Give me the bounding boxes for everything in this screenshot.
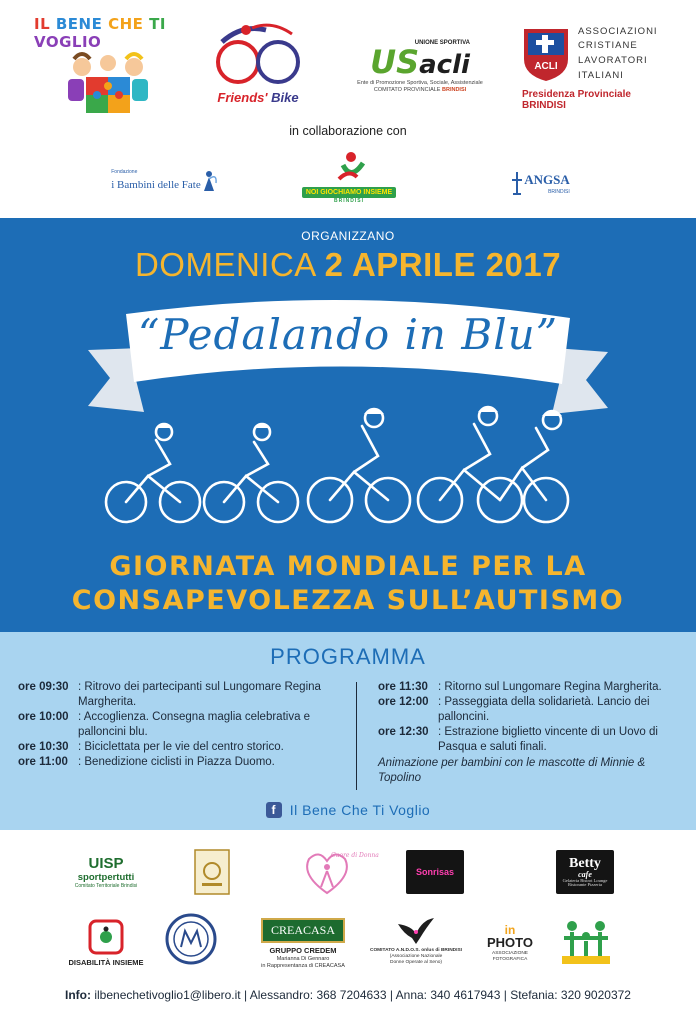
betty-cafe-logo: [556, 850, 614, 894]
program-item: [18, 740, 344, 755]
bene-word-5: VOGLIO: [34, 33, 102, 51]
cuore-di-donna-icon: [297, 847, 379, 897]
giocare-band-text: NOI GIOCHIAMO INSIEME: [302, 187, 396, 198]
program-time: ore 12:00: [378, 696, 429, 708]
acli-line-4: ITALIANI: [578, 69, 624, 81]
bike-word: Bike: [271, 89, 299, 105]
acli-row: [522, 25, 658, 84]
us-mark-us: US: [370, 43, 420, 82]
inphoto-mark: [487, 924, 533, 949]
program-time: ore 10:30: [18, 741, 69, 753]
inphoto-logo: [480, 916, 540, 970]
slogan-line-1: GIORNATA MONDIALE PER LA: [109, 551, 587, 582]
bicycle-wheels-icon: [212, 20, 304, 88]
disabilita-insieme-text: DISABILITÀ INSIEME: [68, 957, 144, 967]
noi-giochiamo-insieme-logo: [304, 142, 394, 212]
event-slogan: [0, 550, 696, 618]
title-ribbon: [88, 288, 608, 418]
friends-word: Friends': [217, 89, 268, 105]
uisp-logo: [64, 850, 148, 894]
program-text: : Benedizione ciclisti in Piazza Duomo.: [78, 756, 275, 768]
creacasa-logo: [250, 914, 356, 974]
cuore-di-donna-logo: [296, 846, 379, 898]
rotary-plaque-logo: [192, 848, 232, 896]
angsa-text-block: [524, 171, 570, 195]
contact-label: Info:: [65, 988, 92, 1002]
event-title: “Pedalando in Blu”: [137, 310, 559, 359]
program-text: : Ritrovo dei partecipanti sul Lungomare Regina Margherita.: [78, 681, 321, 708]
betty-tiny-text: Gelateria Bistrot Lounge Ristorante Pizzeria: [562, 877, 608, 887]
andos-text-3: Donne Operate al Seno): [390, 959, 442, 965]
us-mark-acli: acli: [419, 50, 470, 81]
acli-line-3: LAVORATORI: [578, 55, 648, 66]
program-item: [378, 725, 678, 755]
inphoto-photo: PHOTO: [487, 934, 533, 950]
association-round-logo: [164, 912, 218, 966]
giocare-sub-text: BRINDISI: [334, 197, 364, 204]
friends-bike-logo: [208, 14, 308, 110]
fate-text: i Bambini delle Fate: [111, 179, 201, 191]
betty-cafe-text: cafe: [578, 869, 592, 879]
program-item: [378, 695, 678, 725]
program-item: [18, 710, 344, 740]
sonrisas-text: Sonrisas: [415, 867, 455, 877]
fate-small-text: Fondazione: [111, 169, 138, 175]
us-acli-logo: [352, 22, 488, 112]
andos-text-1: COMITATO A.N.D.O.S. onlus di BRINDISI: [369, 948, 463, 954]
uisp-tiny: Comitato Territoriale Brindisi: [74, 883, 138, 889]
partner-logos: [0, 140, 696, 216]
acli-pres-label: Presidenza Provinciale: [522, 89, 631, 101]
program-time: ore 11:30: [378, 681, 428, 693]
us-acli-subtitle: [357, 80, 483, 93]
family-charity-logo: [556, 914, 616, 970]
slogan-line-2: CONSAPEVOLEZZA SULL’AUTISMO: [71, 585, 625, 616]
andos-logo: [366, 910, 466, 972]
cuore-di-donna-text: Cuore di Donna: [331, 852, 379, 859]
betty-text: Betty: [569, 855, 601, 871]
us-acli-sub-3: BRINDISI: [442, 87, 467, 93]
program-time: ore 09:30: [18, 681, 69, 693]
event-date: [0, 246, 696, 284]
bene-logo-text: [34, 15, 182, 51]
cyclists-illustration: [96, 406, 596, 526]
puzzle-children-icon: [60, 51, 156, 117]
angsa-figure-icon: [510, 170, 524, 196]
program-item: [18, 755, 344, 770]
swallow-icon: [396, 916, 436, 946]
program-text: : Ritorno sul Lungomare Regina Margherita.: [438, 681, 662, 693]
acli-logo: [522, 24, 672, 112]
program-note: Animazione per bambini con le mascotte di Minnie & Topolino: [378, 757, 646, 784]
creacasa-tiny: [261, 956, 345, 969]
association-seal-icon: [165, 913, 217, 965]
creacasa-tiny-2: in Rappresentanza di CREACASA: [261, 963, 345, 969]
program-left-column: [18, 680, 344, 770]
bene-word-4: TI: [149, 15, 166, 33]
program-title: PROGRAMMA: [270, 644, 426, 669]
inphoto-in: in: [504, 922, 516, 937]
sonrisas-logo: [406, 850, 464, 894]
acli-line-1: ASSOCIAZIONI: [578, 25, 658, 37]
giocare-figure-icon: [329, 151, 369, 183]
event-date-value: 2 APRILE 2017: [324, 246, 562, 283]
sponsor-logos: [0, 830, 696, 980]
program-right-column: [378, 680, 678, 786]
program-text: : Accoglienza. Consegna maglia celebrativa e palloncini blu.: [78, 711, 311, 738]
program-text: : Estrazione biglietto vincente di un Uovo di Pasqua e saluti finali.: [438, 726, 658, 753]
andos-text-2: (Associazione Nazionale: [389, 954, 443, 960]
disabilita-insieme-logo: [66, 916, 146, 970]
inphoto-tiny: ASSOCIAZIONE FOTOGRAFICA: [492, 950, 528, 962]
us-acli-sub-2: COMITATO PROVINCIALE: [373, 87, 441, 93]
acli-name-lines: [578, 25, 658, 84]
acli-line-2: CRISTIANE: [578, 40, 638, 52]
fate-text-block: [111, 169, 201, 193]
top-logos: [0, 0, 696, 122]
angsa-sub-text: BRINDISI: [548, 189, 570, 195]
uisp-sub: sportpertutti: [77, 872, 135, 883]
hero-section: [0, 218, 696, 632]
program-time: ore 10:00: [18, 711, 69, 723]
acli-shield-icon: [522, 25, 570, 83]
family-figures-icon: [558, 916, 614, 968]
program-text: : Biciclettata per le vie del centro storico.: [78, 741, 284, 753]
acli-presidenza: [522, 89, 672, 111]
angsa-text: ANGSA: [524, 172, 570, 187]
contact-text: ilbenechetivoglio1@libero.it | Alessandro: 368 7204633 | Anna: 340 4617943 | Stefania: 320 9020372: [91, 988, 631, 1002]
program-time: ore 11:00: [18, 756, 68, 768]
us-acli-sub-1: Ente di Promozione Sportiva, Sociale, Assistenziale: [357, 80, 483, 87]
program-section: [0, 632, 696, 830]
program-item: [378, 680, 678, 695]
bene-word-1: IL: [34, 15, 56, 33]
bene-word-3: CHE: [108, 15, 150, 33]
creacasa-tiny-1: Marianna Di Gennaro: [276, 956, 330, 963]
creacasa-mark: CREACASA: [261, 918, 345, 943]
andos-caption: [370, 948, 462, 965]
creacasa-sub: GRUPPO CREDEM: [269, 946, 337, 956]
bambini-delle-fate-logo: [108, 168, 220, 194]
facebook-page-link[interactable]: [0, 802, 696, 818]
bene-word-2: BENE: [55, 15, 109, 33]
il-bene-che-ti-voglio-logo: [34, 15, 182, 114]
angsa-logo: [500, 170, 580, 196]
event-date-day: DOMENICA: [134, 246, 325, 283]
program-text: : Passeggiata della solidarietà. Lancio dei palloncini.: [438, 696, 650, 723]
organizzano-label: ORGANIZZANO: [301, 229, 395, 243]
rotary-plaque-icon: [194, 849, 230, 895]
facebook-page-name[interactable]: Il Bene Che Ti Voglio: [289, 802, 431, 818]
program-divider: [356, 682, 357, 790]
uisp-mark: UISP: [88, 855, 124, 872]
contact-info: [0, 988, 696, 1002]
friends-bike-label: [217, 90, 298, 105]
us-acli-top-text: UNIONE SPORTIVA: [414, 40, 470, 47]
collaboration-text: in collaborazione con: [289, 124, 407, 138]
fairy-icon: [201, 169, 217, 193]
program-time: ore 12:30: [378, 726, 429, 738]
program-item: [18, 680, 344, 710]
acli-pres-city: BRINDISI: [522, 100, 566, 112]
facebook-icon: f: [266, 802, 282, 818]
disabilita-insieme-icon: [89, 920, 123, 954]
acli-badge-text: ACLI: [534, 60, 558, 72]
